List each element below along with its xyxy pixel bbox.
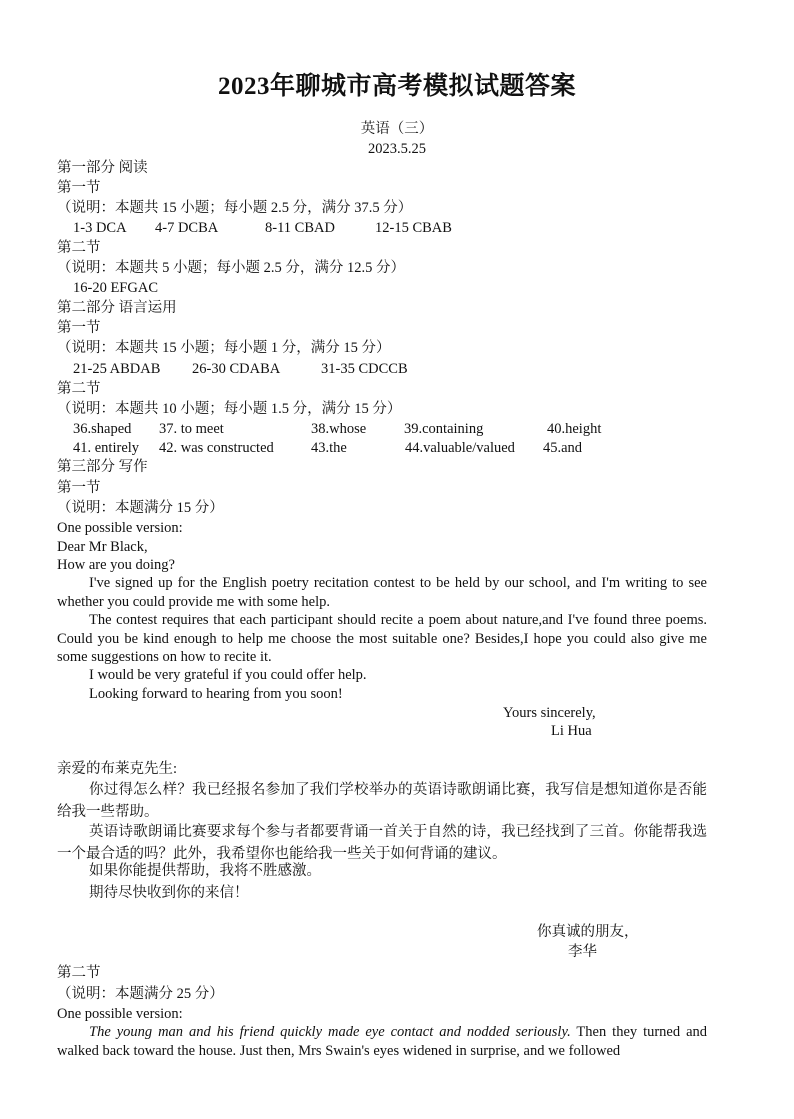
answer-item: 42. was constructed: [159, 440, 274, 456]
version-label: One possible version:: [57, 1006, 183, 1022]
answer-item: 36.shaped: [73, 421, 132, 437]
letter-paragraph: I would be very grateful if you could offer help.: [89, 667, 367, 683]
subject-label: 英语（三）: [360, 121, 434, 137]
answer-group: 26-30 CDABA: [192, 361, 281, 377]
letter-greeting: Dear Mr Black,: [57, 539, 148, 555]
cn-letter-paragraph: 你过得怎么样？我已经报名参加了我们学校举办的英语诗歌朗诵比赛，我写信是想知道你是否能给我一些帮助。: [57, 782, 707, 820]
part3-sec2-note: （说明：本题满分 25 分）: [57, 986, 224, 1002]
part2-heading: 第二部分 语言运用: [57, 300, 177, 316]
part3-sec2-heading: 第二节: [57, 965, 101, 981]
answer-item: 39.containing: [404, 421, 484, 437]
cn-letter-paragraph: 英语诗歌朗诵比赛要求每个参与者都要背诵一首关于自然的诗，我已经找到了三首。你能帮我选一个最合适的吗？此外，我希望你也能给我一些关于如何背诵的建议。: [57, 824, 707, 862]
cn-letter-signature: 李华: [568, 944, 597, 960]
exam-date: 2023.5.25: [368, 141, 426, 157]
part1-sec2-note: （说明：本题共 5 小题；每小题 2.5 分，满分 12.5 分）: [57, 260, 405, 276]
answer-item: 45.and: [543, 440, 583, 456]
part3-sec1-note: （说明：本题满分 15 分）: [57, 500, 224, 516]
answer-item: 43.the: [311, 440, 347, 456]
part3-sec1-heading: 第一节: [57, 480, 101, 496]
part1-heading: 第一部分 阅读: [57, 160, 148, 176]
part2-sec2-heading: 第二节: [57, 381, 101, 397]
part1-sec1-note: （说明：本题共 15 小题；每小题 2.5 分，满分 37.5 分）: [57, 200, 413, 216]
answer-group: 4-7 DCBA: [155, 220, 219, 236]
cn-letter-greeting: 亲爱的布莱克先生:: [57, 761, 178, 777]
part1-sec1-heading: 第一节: [57, 180, 101, 196]
part2-sec2-note: （说明：本题共 10 小题；每小题 1.5 分，满分 15 分）: [57, 401, 402, 417]
continuation-text: Then they turned and walked back toward the house. Just then, Mrs Swain's eyes widened in surprise, and we followed: [57, 1024, 708, 1059]
cn-letter-paragraph: 期待尽快收到你的来信！: [89, 885, 249, 901]
letter-paragraph: Looking forward to hearing from you soon!: [89, 686, 343, 702]
part1-sec2-heading: 第二节: [57, 240, 101, 256]
answer-item: 37. to meet: [159, 421, 224, 437]
letter-closing: Yours sincerely,: [503, 705, 596, 721]
cn-letter-paragraph: 如果你能提供帮助，我将不胜感激。: [89, 863, 321, 879]
answer-group: 16-20 EFGAC: [73, 280, 158, 296]
answer-item: 41. entirely: [73, 440, 140, 456]
answer-group: 12-15 CBAB: [375, 220, 452, 236]
letter-paragraph: The contest requires that each participant should recite a poem about nature,and I've found three poems. Could you be kind enough to help me choose the most suitable one? Besides,I hope you could also give me some suggestions on how to recite it.: [57, 612, 707, 665]
answer-group: 8-11 CBAD: [265, 220, 335, 236]
answer-group: 31-35 CDCCB: [321, 361, 408, 377]
part2-sec1-heading: 第一节: [57, 320, 101, 336]
continuation-italic-sentence: The young man and his friend quickly made eye contact and nodded seriously.: [89, 1024, 571, 1040]
letter-signature: Li Hua: [551, 723, 592, 739]
answer-item: 44.valuable/valued: [405, 440, 515, 456]
version-label: One possible version:: [57, 520, 183, 536]
letter-paragraph: I've signed up for the English poetry recitation contest to be held by our school, and I'm writing to see whether you could provide me with some help.: [57, 575, 707, 610]
cn-letter-closing: 你真诚的朋友，: [537, 924, 639, 940]
page-title: 2023年聊城市高考模拟试题答案: [217, 73, 576, 100]
part3-heading: 第三部分 写作: [57, 459, 148, 475]
answer-item: 40.height: [547, 421, 602, 437]
letter-opening: How are you doing?: [57, 557, 175, 573]
answer-item: 38.whose: [311, 421, 367, 437]
continuation-paragraph: [57, 1023, 707, 1060]
answer-group: 1-3 DCA: [73, 220, 127, 236]
answer-group: 21-25 ABDAB: [73, 361, 161, 377]
part2-sec1-note: （说明：本题共 15 小题；每小题 1 分，满分 15 分）: [57, 340, 391, 356]
